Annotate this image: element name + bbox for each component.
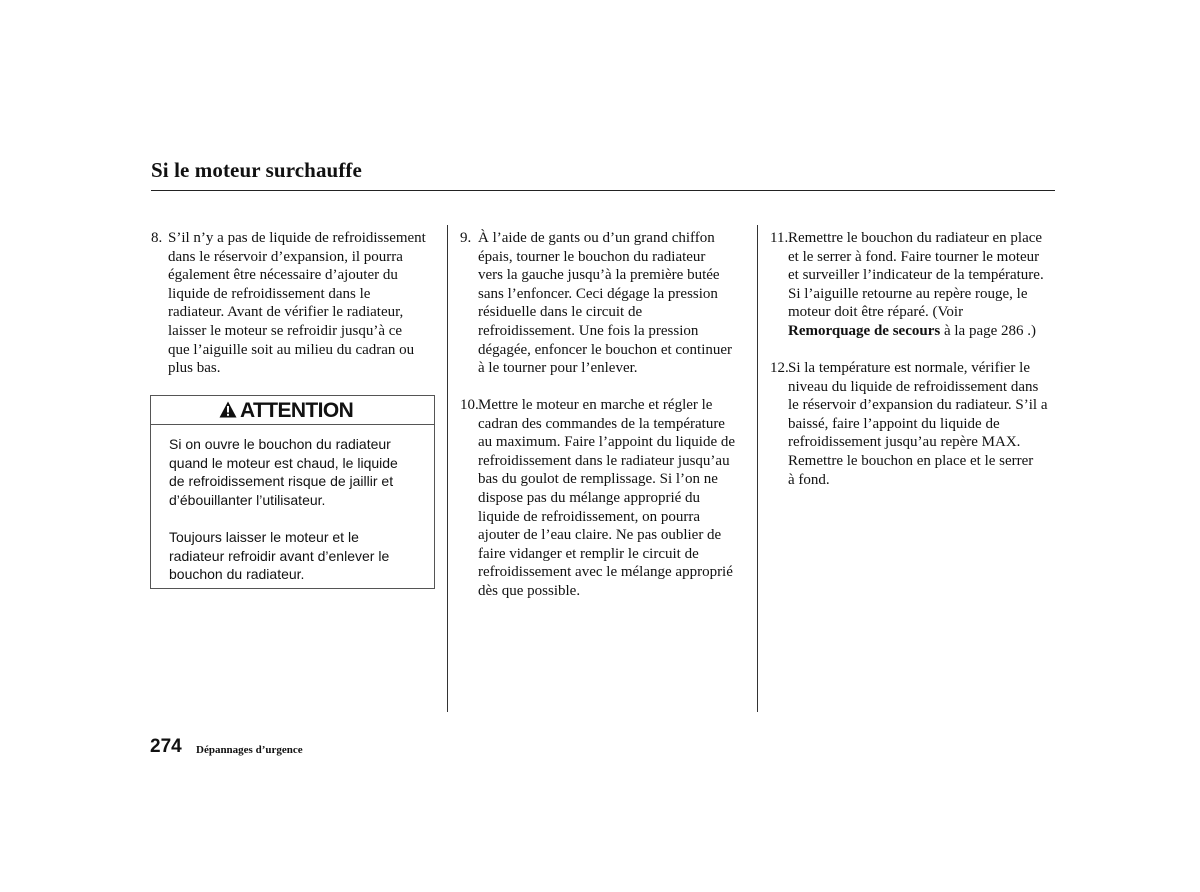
step-text-line: refroidissement avec le mélange approprié <box>478 564 733 581</box>
warning-line: d’ébouillanter l’utilisateur. <box>169 491 326 508</box>
step-text-line: Mettre le moteur en marche et régler le <box>478 397 713 413</box>
cross-reference-page: à la page 286 .) <box>940 322 1037 339</box>
step-text-line: Remettre le bouchon du radiateur en place <box>788 230 1043 246</box>
step-text-line: et le serrer à fond. Faire tourner le moteur <box>788 248 1040 265</box>
step-text-line: le réservoir d’expansion du radiateur. S’il a <box>788 397 1048 414</box>
step-number: 12. <box>770 360 789 376</box>
step-text-line: faire vidanger et remplir le circuit de <box>478 545 699 562</box>
step-text-line: liquide de refroidissement dans le <box>168 285 371 302</box>
step-text-line: résiduelle dans le circuit de <box>478 304 643 321</box>
page-number: 274 <box>150 736 182 757</box>
step-text-line: bas du goulot de remplissage. Si l’on ne <box>478 471 718 488</box>
section-name: Dépannages d’urgence <box>196 744 303 756</box>
step-number: 9. <box>460 230 472 246</box>
title-divider <box>151 190 1055 191</box>
step-text-line: Si la température est normale, vérifier le <box>788 360 1030 376</box>
step-text-line: baissé, faire l’appoint du liquide de <box>788 415 1000 432</box>
warning-line: quand le moteur est chaud, le liquide <box>169 454 398 471</box>
step-number: 8. <box>151 230 163 246</box>
step-text-line: cadran des commandes de la température <box>478 415 725 432</box>
step-text-line: moteur doit être réparé. (Voir <box>788 304 964 321</box>
warning-line: radiateur refroidir avant d’enlever le <box>169 547 390 564</box>
warning-line: Si on ouvre le bouchon du radiateur <box>169 436 391 452</box>
column-divider-2 <box>757 225 758 712</box>
step-text-line: dès que possible. <box>478 582 581 599</box>
warning-line: Toujours laisser le moteur et le <box>169 528 359 545</box>
step-text-line: plus bas. <box>168 360 221 377</box>
step-text-line: radiateur. Avant de vérifier le radiateur, <box>168 304 404 321</box>
step-text-line: vers la gauche jusqu’à la première butée <box>478 267 720 284</box>
warning-text <box>169 435 398 584</box>
warning-box <box>150 395 435 589</box>
step-text-line: dispose pas du mélange approprié du <box>478 489 701 506</box>
step-text-line: que l’aiguille soit au milieu du cadran ou <box>168 341 415 358</box>
step-text-line: liquide de refroidissement, on pourra <box>478 508 701 525</box>
column-divider-1 <box>447 225 448 712</box>
step-text-line: Si l’aiguille retourne au repère rouge, le <box>788 285 1028 302</box>
step-text-line: refroidissement dans le radiateur jusqu’au <box>478 452 730 469</box>
step-text-line: sans l’enfoncer. Ceci dégage la pression <box>478 285 718 302</box>
step-text-line: à le tourner pour l’enlever. <box>478 360 638 377</box>
warning-paragraph-2 <box>169 528 398 584</box>
step-text-line: laisser le moteur se refroidir jusqu’à ce <box>168 322 403 339</box>
step-number: 10. <box>460 397 479 413</box>
step-text-line: à fond. <box>788 471 830 488</box>
step-text-line: également être nécessaire d’ajouter du <box>168 267 398 284</box>
step-text-line: refroidissement jusqu’au repère MAX. <box>788 434 1021 451</box>
cross-reference-link[interactable]: Remorquage de secours <box>788 322 941 339</box>
cross-reference-line <box>788 322 1044 341</box>
step-text-line: S’il n’y a pas de liquide de refroidissement <box>168 230 426 246</box>
step-text-line: refroidissement. Une fois la pression <box>478 322 699 339</box>
step-text-line: dégagée, enfoncer le bouchon et continuer <box>478 341 733 358</box>
warning-heading: ATTENTION <box>240 399 354 422</box>
warning-header <box>151 396 434 425</box>
step-text-line: épais, tourner le bouchon du radiateur <box>478 248 706 265</box>
page-title: Si le moteur surchauffe <box>151 158 362 182</box>
step-text-line: niveau du liquide de refroidissement dans <box>788 378 1039 395</box>
step-text-line: À l’aide de gants ou d’un grand chiffon <box>478 230 715 246</box>
step-text-line: et surveiller l’indicateur de la température. <box>788 267 1044 284</box>
step-text-line: au maximum. Faire l’appoint du liquide de <box>478 434 736 451</box>
step-text-line: Remettre le bouchon en place et le serrer <box>788 452 1034 469</box>
step-number: 11. <box>770 230 789 246</box>
warning-line: de refroidissement risque de jaillir et <box>169 473 394 490</box>
step-text-line: ajouter de l’eau claire. Ne pas oublier de <box>478 527 722 544</box>
warning-line: bouchon du radiateur. <box>169 566 305 583</box>
warning-triangle-icon <box>219 401 237 418</box>
step-text-line: dans le réservoir d’expansion, il pourra <box>168 248 403 265</box>
warning-paragraph-1 <box>169 435 398 509</box>
